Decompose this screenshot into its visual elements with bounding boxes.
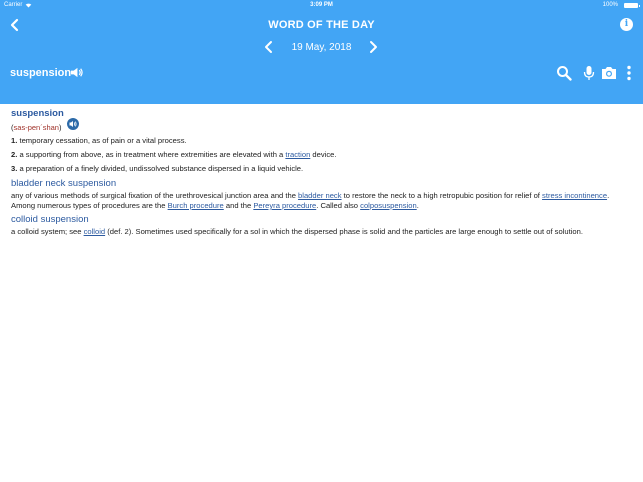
subentry-text: (def. 2). Sometimes used specifically for a sol in which the dispersed phase is solid and the particles are large enough to settle out of solution. xyxy=(105,227,583,236)
subentry-title: colloid suspension xyxy=(11,214,89,225)
battery-icon xyxy=(624,3,638,8)
speaker-button[interactable] xyxy=(70,66,83,79)
link-pereyra-procedure[interactable]: Pereyra procedure xyxy=(253,201,317,210)
definition-number: 3. xyxy=(11,164,18,173)
info-button[interactable] xyxy=(620,18,633,31)
app-header xyxy=(0,0,643,104)
page-title: WORD OF THE DAY xyxy=(268,19,375,31)
definition-text: a supporting from above, as in treatment where extremities are elevated with a xyxy=(19,150,286,159)
definition-text: temporary cessation, as of pain or a vital process. xyxy=(19,136,187,145)
microphone-button[interactable] xyxy=(583,65,595,81)
subentry-text: . Among numerous types of procedures are the xyxy=(11,191,610,210)
subentry-text: . Called also xyxy=(316,201,361,210)
subentry-text: and the xyxy=(223,201,254,210)
link-stress-incontinence[interactable]: stress incontinence xyxy=(542,191,608,200)
search-term[interactable]: suspension xyxy=(10,67,72,79)
battery-percent: 100% xyxy=(602,2,618,8)
definition-text: a preparation of a finely divided, undissolved substance dispersed in a liquid vehicle. xyxy=(19,164,304,173)
subentry-title: bladder neck suspension xyxy=(11,178,117,189)
pron-open: ( xyxy=(11,123,14,132)
subentry-text: a colloid system; see xyxy=(11,227,84,236)
subentry-definition xyxy=(11,227,631,237)
pronunciation-line xyxy=(11,122,631,134)
subentry-text: . xyxy=(416,201,419,210)
headword: suspension xyxy=(11,108,64,119)
status-time: 3:09 PM xyxy=(310,2,333,8)
link-burch-procedure[interactable]: Burch procedure xyxy=(167,201,224,210)
link-bladder-neck[interactable]: bladder neck xyxy=(298,191,342,200)
subentry-text: to restore the neck to a high retropubic position for relief of xyxy=(341,191,543,200)
entry-content xyxy=(11,108,631,239)
camera-button[interactable] xyxy=(601,66,617,80)
definition-1 xyxy=(11,135,631,147)
link-colloid[interactable]: colloid xyxy=(83,227,106,236)
info-icon: i xyxy=(624,19,629,29)
date-label: 19 May, 2018 xyxy=(291,42,352,53)
more-options-button[interactable] xyxy=(624,65,634,81)
link-colposuspension[interactable]: colposuspension xyxy=(360,201,417,210)
definition-3 xyxy=(11,163,631,175)
subentry-text: any of various methods of surgical fixation of the urethrovesical junction area and the xyxy=(11,191,299,200)
link-traction[interactable]: traction xyxy=(285,150,311,159)
definition-number: 2. xyxy=(11,150,18,159)
definition-number: 1. xyxy=(11,136,18,145)
definition-2 xyxy=(11,149,631,161)
pron-close: ) xyxy=(58,123,62,132)
carrier-label: Carrier xyxy=(4,2,23,8)
pronunciation-audio-button[interactable] xyxy=(67,118,79,130)
next-date-button[interactable] xyxy=(366,40,380,54)
definition-text: device. xyxy=(310,150,337,159)
search-button[interactable] xyxy=(556,65,572,81)
speaker-icon xyxy=(67,118,79,130)
status-bar xyxy=(0,0,643,11)
subentry-definition xyxy=(11,191,631,211)
pronunciation: sas-pen´shan xyxy=(13,123,59,132)
